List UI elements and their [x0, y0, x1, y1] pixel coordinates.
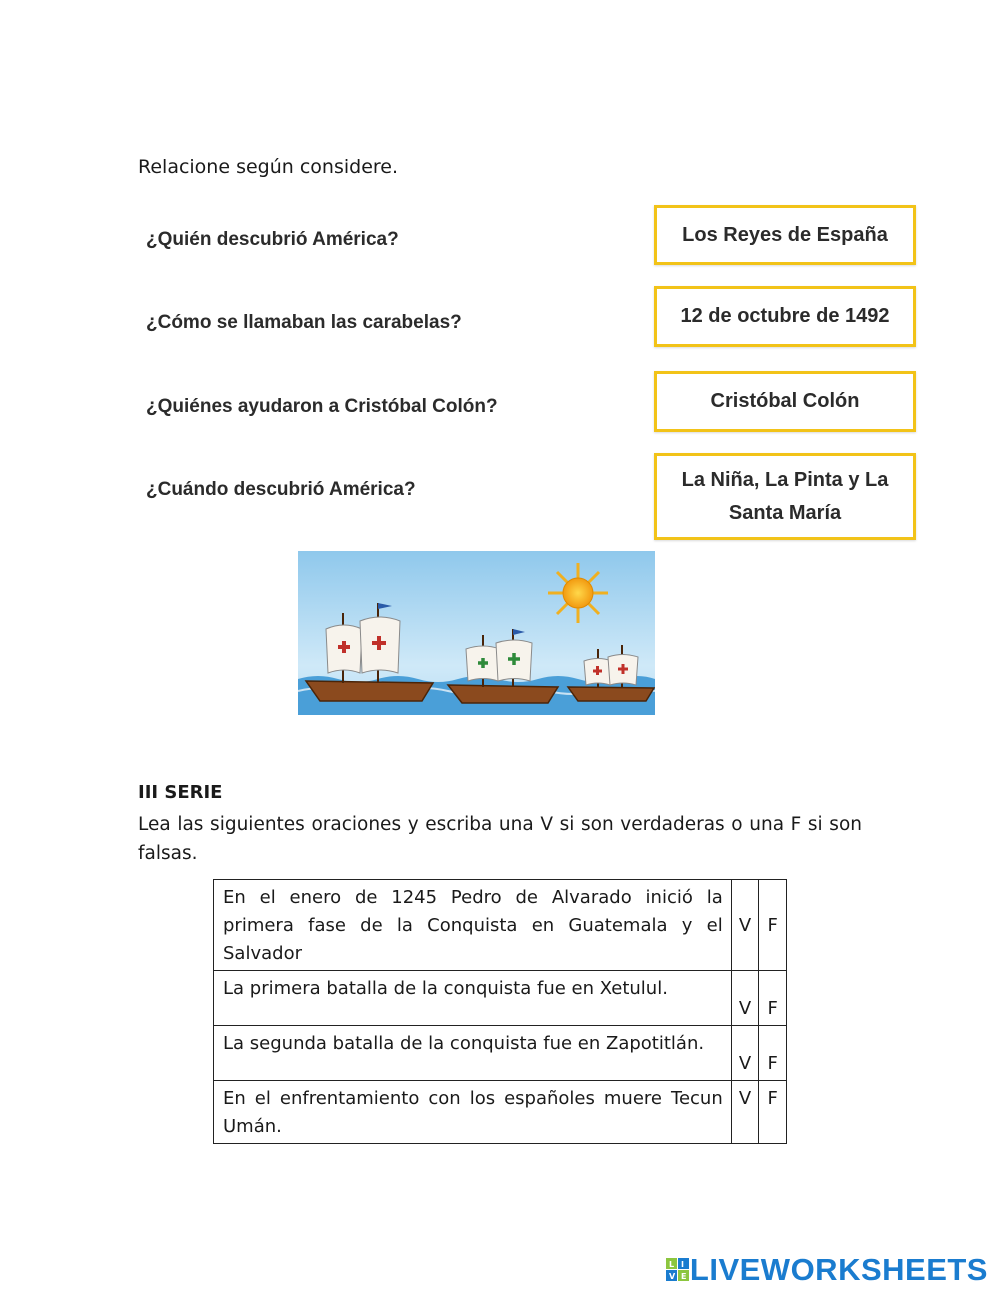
question-4: ¿Cuándo descubrió América?	[146, 479, 416, 500]
true-option-4[interactable]: V	[731, 1081, 759, 1144]
answer-box-1[interactable]	[654, 205, 916, 265]
true-option-3[interactable]: V	[731, 1026, 759, 1081]
liveworksheets-badge-icon	[666, 1258, 690, 1282]
logo-text: LIVEWORKSHEETS	[689, 1252, 988, 1287]
statement-3: La segunda batalla de la conquista fue en Zapotitlán.	[214, 1026, 732, 1081]
question-3: ¿Quiénes ayudaron a Cristóbal Colón?	[146, 396, 498, 417]
statement-4: En el enfrentamiento con los españoles muere Tecun Umán.	[214, 1081, 732, 1144]
svg-text:I: I	[680, 1260, 684, 1269]
svg-text:L: L	[668, 1260, 675, 1269]
false-option-1[interactable]: F	[759, 880, 787, 971]
section-title: III SERIE	[138, 782, 223, 803]
statement-2: La primera batalla de la conquista fue en Xetulul.	[214, 971, 732, 1026]
answer-box-3[interactable]	[654, 371, 916, 432]
statement-1: En el enero de 1245 Pedro de Alvarado inició la primera fase de la Conquista en Guatemala y el Salvador	[214, 880, 732, 971]
answer-label-1: Los Reyes de España	[682, 223, 888, 246]
true-false-table	[213, 879, 787, 1144]
answer-label-4: La Niña, La Pinta y La Santa María	[681, 468, 889, 524]
table-row	[214, 1081, 787, 1144]
table-row	[214, 880, 787, 971]
sun-icon	[548, 563, 608, 623]
question-1: ¿Quién descubrió América?	[146, 229, 399, 250]
svg-text:E: E	[680, 1272, 687, 1281]
answer-label-3: Cristóbal Colón	[710, 390, 860, 412]
answer-label-2: 12 de octubre de 1492	[680, 305, 890, 327]
false-option-3[interactable]: F	[759, 1026, 787, 1081]
answer-box-2[interactable]	[654, 286, 916, 347]
liveworksheets-logo	[666, 1252, 988, 1288]
false-option-2[interactable]: F	[759, 971, 787, 1026]
false-option-4[interactable]: F	[759, 1081, 787, 1144]
table-row	[214, 971, 787, 1026]
true-option-2[interactable]: V	[731, 971, 759, 1026]
question-2: ¿Cómo se llamaban las carabelas?	[146, 312, 462, 333]
svg-text:V: V	[668, 1272, 676, 1281]
answer-box-4[interactable]	[654, 453, 916, 540]
section-instructions: Lea las siguientes oraciones y escriba una V si son verdaderas o una F si son falsas.	[138, 814, 862, 864]
caravels-illustration	[298, 551, 655, 715]
intro-text: Relacione según considere.	[138, 156, 399, 178]
table-row	[214, 1026, 787, 1081]
true-option-1[interactable]: V	[731, 880, 759, 971]
